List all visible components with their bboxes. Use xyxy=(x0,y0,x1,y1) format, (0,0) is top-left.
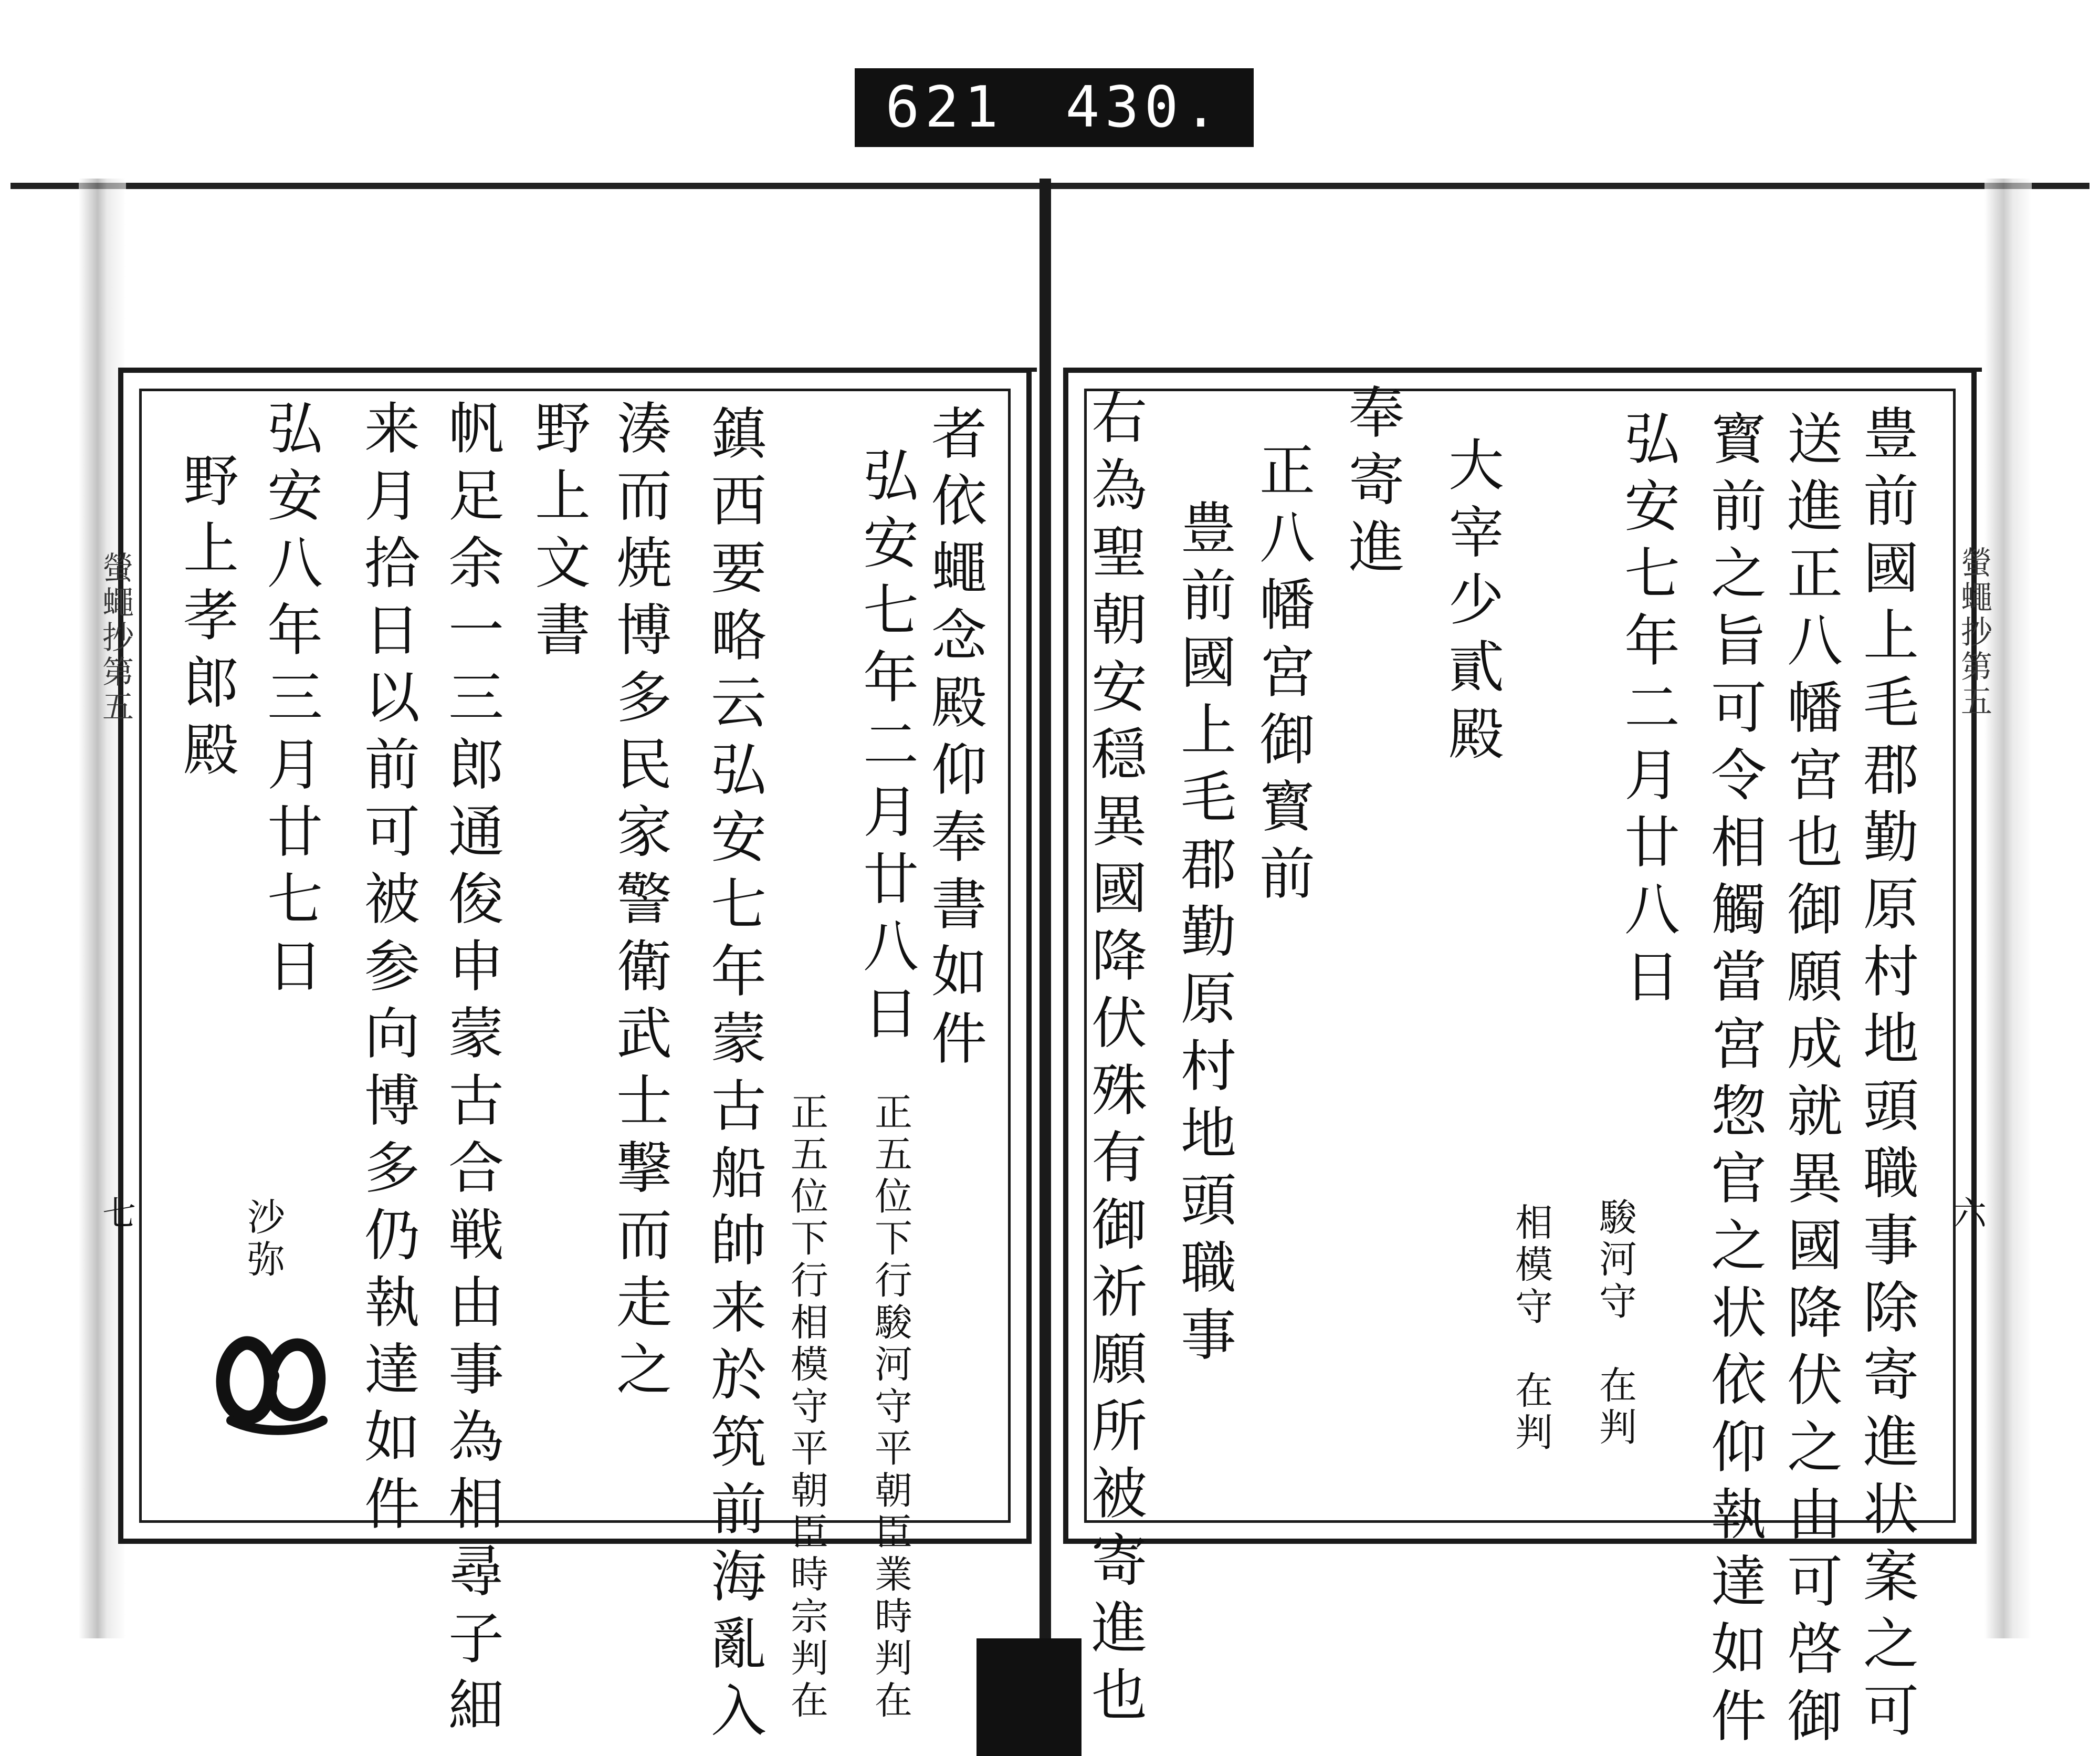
left-col-3-signer: 正五位下行駿河守平朝臣業時判在 xyxy=(868,1092,912,1722)
book-spine xyxy=(1040,179,1051,1754)
reel-number-label: 621 430. xyxy=(855,68,1254,147)
left-col-7: 野上文書 xyxy=(526,399,591,668)
right-col-9: 正八幡宮御寳前 xyxy=(1251,441,1315,912)
right-page-margin-title: 螢蠅抄第五 xyxy=(1956,546,1992,719)
left-page-margin-title: 螢蠅抄第五 xyxy=(97,551,134,725)
left-col-4-signer: 正五位下行相模守平朝臣時宗判在 xyxy=(784,1092,828,1722)
right-col-10: 豊前國上毛郡勤原村地頭職事 xyxy=(1172,499,1236,1373)
left-col-5: 鎮西要略云弘安七年蒙古船帥来於筑前海亂入 xyxy=(702,404,766,1749)
left-col-8: 帆足余一三郎通俊申蒙古合戦由事為相尋子細 xyxy=(439,399,504,1743)
left-col-11-signer: 沙弥 xyxy=(241,1197,285,1281)
right-col-11: 右為聖朝安穏異國降伏殊有御祈願所被寄進也 xyxy=(1083,389,1147,1733)
left-page-number: 七 xyxy=(102,1195,136,1234)
left-col-1: 者依蠅念殿仰奉書如件 xyxy=(922,404,987,1076)
right-col-6-signer: 相模守 在判 xyxy=(1509,1203,1553,1455)
right-col-4-date: 弘安七年二月廿八日 xyxy=(1615,410,1680,1015)
right-col-2: 送進正八幡宮也御願成就異國降伏之由可啓御 xyxy=(1778,410,1843,1754)
right-col-8: 奉寄進 xyxy=(1340,383,1404,585)
spine-tab xyxy=(976,1638,1082,1756)
right-page-number: 六 xyxy=(1953,1195,1987,1234)
left-col-9: 来月拾日以前可被参向博多仍執達如件 xyxy=(355,399,420,1542)
left-col-12-addressee: 野上孝郎殿 xyxy=(174,452,239,788)
left-col-6: 湊而焼博多民家警衛武士撃而走之 xyxy=(607,399,672,1407)
left-col-2-date: 弘安七年二月廿八日 xyxy=(854,446,919,1051)
right-col-1: 豊前國上毛郡勤原村地頭職事除寄進状案之可 xyxy=(1854,404,1919,1749)
right-page-edge-shadow xyxy=(1984,179,2032,1638)
right-col-7-addressee: 大宰少貳殿 xyxy=(1440,436,1504,772)
kao-signature-mark xyxy=(210,1308,331,1439)
left-col-10-date: 弘安八年三月廿七日 xyxy=(258,399,323,1004)
right-col-3: 寳前之旨可令相觸當宮惣官之状依仰執達如件 xyxy=(1702,410,1767,1754)
right-col-5-signer: 駿河守 在判 xyxy=(1593,1197,1637,1449)
